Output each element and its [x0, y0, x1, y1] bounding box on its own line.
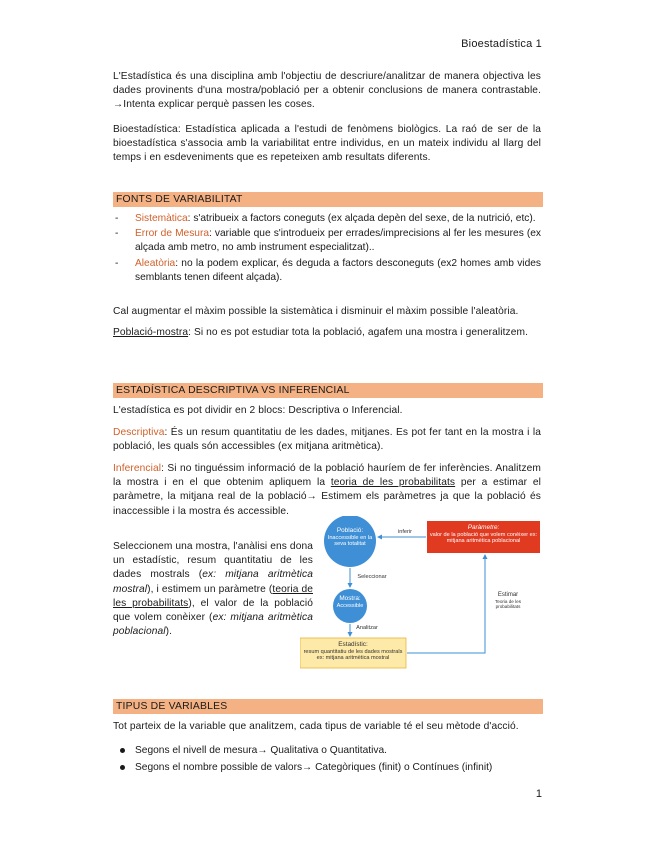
- tipus-bullets: [113, 742, 541, 776]
- section-title-descriptiva: ESTADÍSTICA DESCRIPTIVA VS INFERENCIAL: [113, 383, 543, 398]
- inferir-label: inferir: [398, 529, 412, 535]
- list-item: - Error de Mesura: variable que s'introdueix per errades/imprecisions al fer les mesures (ex alçada amb metro, no amb instrument especialitzat)..: [115, 228, 541, 254]
- bioestadistica-paragraph: Bioestadística: Estadística aplicada a l'estudi de fenòmens biològics. La raó de ser de la bioestadística s'associa amb la variabilitat entre individus, en un mateix individu al llarg del temps i en esdeveniments que es repeteixen amb resultats diferents.: [113, 124, 541, 164]
- term-sistematica: Sistemàtica: [135, 213, 188, 224]
- term-poblacio-mostra: Població-mostra: [113, 327, 189, 338]
- descriptiva-paragraph: Descriptiva: És un resum quantitatiu de les dades, mitjanes. Es pot fer tant en la mostra i la població, les quals són accessibles (ex mitjana aritmètica).: [113, 427, 541, 453]
- page-header: Bioestadística 1: [461, 38, 542, 50]
- sistematica-paragraph: Cal augmentar el màxim possible la sistemàtica i disminuir el màxim possible l'aleatòria.: [113, 306, 519, 317]
- parametre-label: Paràmetre: valor de la població que volem conèixer ex: mitjana aritmètica poblacional: [429, 524, 538, 545]
- estimar-label: Estimar Teoria de les probabilitats: [494, 592, 522, 609]
- analitzar-label: Analitzar: [356, 625, 378, 631]
- term-descriptiva: Descriptiva: [113, 427, 165, 438]
- seleccionar-label: Seleccionar: [357, 574, 387, 580]
- mostra-label: Mostra: Accessible: [336, 595, 364, 609]
- term-aleatoria: Aleatòria: [135, 257, 176, 269]
- list-item: - Sistemàtica: s'atribueix a factors coneguts (ex alçada depèn del sexe, de la nutrició, etc).: [115, 213, 536, 224]
- list-item: - Aleatòria: no la podem explicar, és deguda a factors desconeguts (ex2 homes amb vides semblants tenen difeent alçada).: [115, 257, 541, 283]
- poblacio-label: Població: Inaccessible en la seva totalitat: [327, 527, 373, 548]
- section-title-tipus: TIPUS DE VARIABLES: [113, 699, 543, 714]
- section-title-fonts: FONTS DE VARIABILITAT: [113, 192, 543, 207]
- term-inferencial: Inferencial: [113, 463, 162, 474]
- estadistic-label: Estadístic: resum quantitatiu de les dades mostrals ex: mitjana aritmètica mostral: [303, 641, 403, 662]
- inference-diagram: [300, 516, 545, 676]
- list-item: Segons el nivell de mesura→ Qualitativa o Quantitativa.: [113, 742, 541, 759]
- list-item: Segons el nombre possible de valors→ Categòriques (finit) o Contínues (infinit): [113, 759, 541, 776]
- page-number: 1: [535, 788, 542, 800]
- term-error-mesura: Error de Mesura: [135, 228, 210, 240]
- poblacio-mostra-paragraph: Població-mostra: Si no es pot estudiar tota la població, agafem una mostra i generalitzem.: [113, 327, 529, 338]
- variability-list: [113, 212, 541, 286]
- seleccionem-paragraph: Seleccionem una mostra, l'anàlisi ens dona un estadístic, resum quantitatiu de les dades mostrals (ex: mitjana aritmètica mostral), i estimem un paràmetre (teoria de les probabilitats), el valor de la població que volem conèixer (ex: mitjana aritmètica poblacional).: [113, 541, 314, 638]
- probabilitats-link: teoria de les probabilitats: [330, 477, 456, 489]
- intro-paragraph: L'Estadística és una disciplina amb l'objectiu de descriure/analitzar de manera objectiva les dades provinents d'una mostra/població per a obtenir conclusions de manera contrastable. →Intenta explicar perquè passen les coses.: [113, 71, 541, 111]
- inferencial-paragraph: Inferencial: Si no tinguéssim informació de la població hauríem de fer inferències. Analitzem la mostra i en el que obtenim apliquem la teoria de les probabilitats per a estimar el paràmetre, la mitjana real de la població→ Estimem els paràmetres ja que la població és inaccessible i la mostra és accessible.: [113, 463, 541, 517]
- blocs-paragraph: L'estadística es pot dividir en 2 blocs: Descriptiva o Inferencial.: [113, 405, 403, 416]
- tipus-paragraph: Tot parteix de la variable que analitzem, cada tipus de variable té el seu mètode d'acció.: [113, 721, 519, 732]
